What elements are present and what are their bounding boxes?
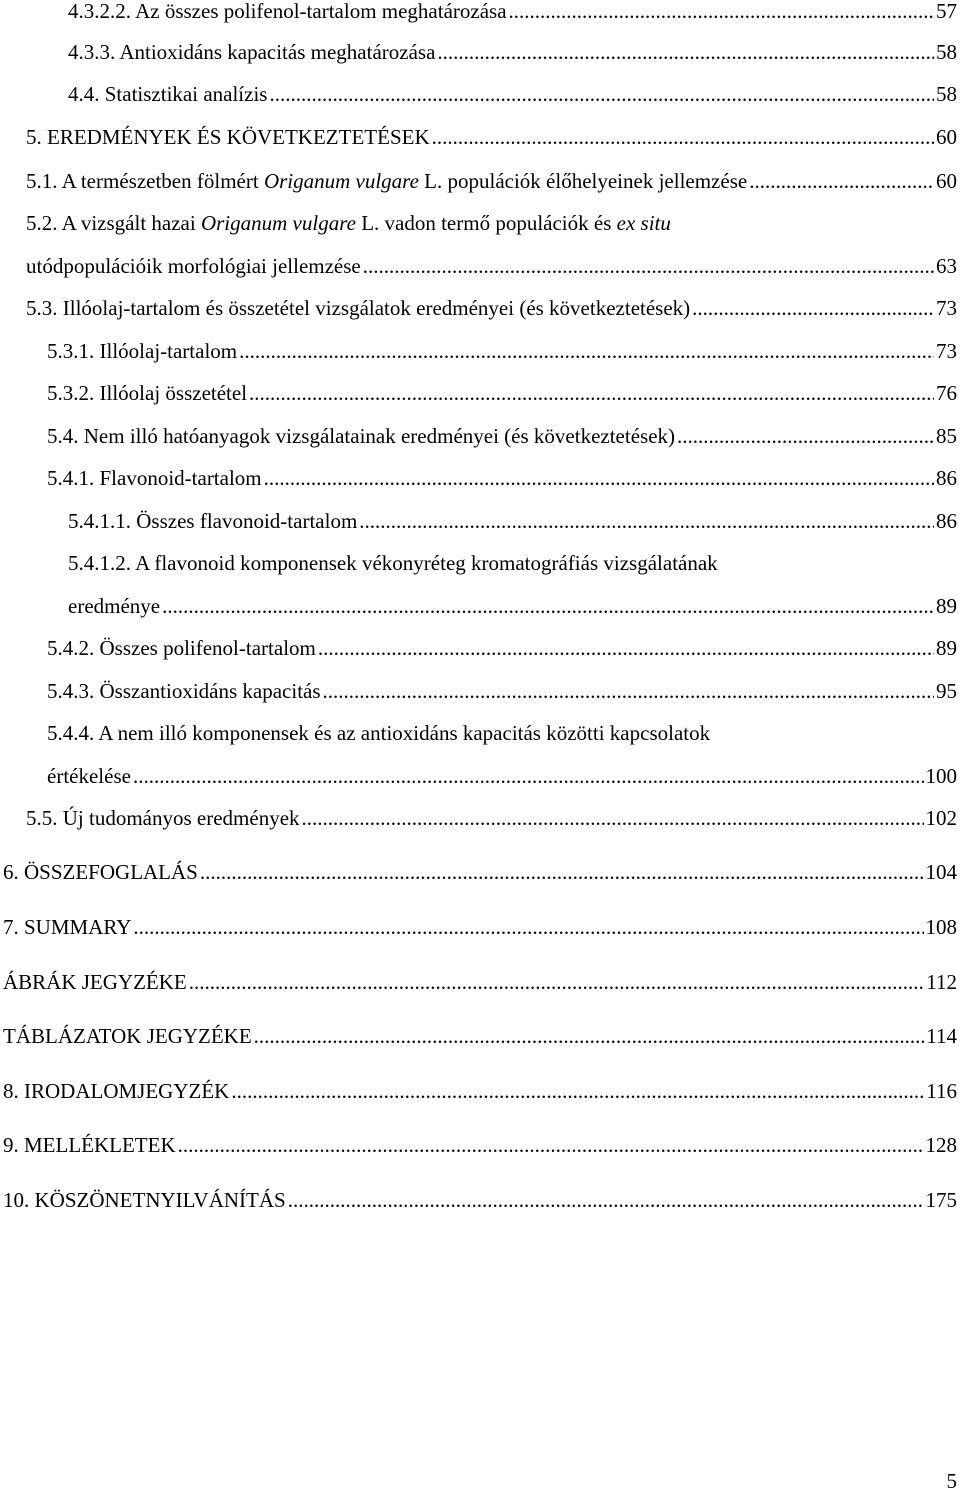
toc-page-number: 116 <box>926 1079 957 1103</box>
toc-page-number: 73 <box>936 296 957 320</box>
toc-page-number: 175 <box>925 1188 957 1212</box>
toc-entry-text: 8. IRODALOMJEGYZÉK <box>3 1079 230 1103</box>
toc-entry[interactable] <box>68 591 957 621</box>
toc-page-number: 108 <box>925 915 957 939</box>
toc-entry-text: 5.3.1. Illóolaj-tartalom <box>47 339 238 363</box>
toc-entry[interactable] <box>3 1076 957 1106</box>
toc-page-number: 57 <box>936 0 957 23</box>
toc-entry-text: értékelése <box>47 764 131 788</box>
toc-entry-text: 5. EREDMÉNYEK ÉS KÖVETKEZTETÉSEK <box>26 125 430 149</box>
toc-entry-text: 4.4. Statisztikai analízis <box>68 82 268 106</box>
toc-entry-text: TÁBLÁZATOK JEGYZÉKE <box>3 1024 252 1048</box>
dot-leader <box>288 1185 924 1215</box>
toc-entry-text: 10. KÖSZÖNETNYILVÁNÍTÁS <box>3 1188 286 1212</box>
toc-entry[interactable] <box>47 463 957 493</box>
dot-leader <box>749 166 934 196</box>
toc-entry[interactable] <box>26 293 957 323</box>
toc-entry[interactable] <box>68 506 957 536</box>
dot-leader <box>269 79 934 109</box>
toc-entry-text: 5.5. Új tudományos eredmények <box>26 806 300 830</box>
toc-entry[interactable] <box>3 912 957 942</box>
toc-entry[interactable] <box>3 1021 957 1051</box>
toc-page-number: 86 <box>936 466 957 490</box>
dot-leader <box>200 857 924 887</box>
dot-leader <box>239 336 934 366</box>
toc-entry-text: 5.1. A természetben fölmért Origanum vulgare L. populációk élőhelyeinek jellemzése <box>26 169 748 193</box>
dot-leader <box>432 122 934 152</box>
toc-entry[interactable] <box>26 803 957 833</box>
dot-leader <box>302 803 924 833</box>
dot-leader <box>318 633 934 663</box>
toc-entry-first-line[interactable]: 5.2. A vizsgált hazai Origanum vulgare L. vadon termő populációk és ex situ <box>26 211 671 235</box>
toc-entry[interactable] <box>47 421 957 451</box>
toc-entry[interactable] <box>47 761 957 791</box>
toc-page-number: 114 <box>926 1024 957 1048</box>
dot-leader <box>692 293 934 323</box>
toc-page-number: 63 <box>936 254 957 278</box>
dot-leader <box>178 1130 924 1160</box>
toc-entry-text: 7. SUMMARY <box>3 915 132 939</box>
toc-entry-text: eredménye <box>68 594 161 618</box>
toc-page-number: 60 <box>936 169 957 193</box>
toc-entry-text: 5.3. Illóolaj-tartalom és összetétel vizsgálatok eredményei (és következtetések) <box>26 296 691 320</box>
toc-page-number: 102 <box>925 806 957 830</box>
toc-entry[interactable] <box>68 0 957 26</box>
toc-entry-text: 5.4.1. Flavonoid-tartalom <box>47 466 262 490</box>
dot-leader <box>231 1076 924 1106</box>
toc-entry-text: 4.3.2.2. Az összes polifenol-tartalom meghatározása <box>68 0 507 23</box>
toc-entry-text: 4.3.3. Antioxidáns kapacitás meghatározása <box>68 40 436 64</box>
toc-page-number: 128 <box>925 1133 957 1157</box>
toc-entry[interactable] <box>47 378 957 408</box>
toc-page-number: 58 <box>936 40 957 64</box>
toc-entry[interactable] <box>47 633 957 663</box>
toc-entry-text: 5.4.2. Összes polifenol-tartalom <box>47 636 316 660</box>
dot-leader <box>133 761 924 791</box>
toc-page-number: 95 <box>936 679 957 703</box>
toc-entry-text: 6. ÖSSZEFOGLALÁS <box>3 860 198 884</box>
dot-leader <box>249 378 934 408</box>
toc-entry[interactable] <box>68 79 957 109</box>
toc-entry-text: utódpopulációik morfológiai jellemzése <box>26 254 361 278</box>
toc-page-number: 86 <box>936 509 957 533</box>
toc-page-number: 60 <box>936 125 957 149</box>
dot-leader <box>133 912 923 942</box>
toc-page-number: 73 <box>936 339 957 363</box>
toc-page-number: 89 <box>936 594 957 618</box>
toc-entry-text: 5.4. Nem illó hatóanyagok vizsgálatainak eredményei (és következtetések) <box>47 424 676 448</box>
dot-leader <box>437 37 934 67</box>
dot-leader <box>162 591 934 621</box>
toc-entry-text: 5.4.3. Összantioxidáns kapacitás <box>47 679 321 703</box>
toc-entry[interactable] <box>3 1130 957 1160</box>
page-number: 5 <box>946 1469 957 1493</box>
dot-leader <box>254 1021 925 1051</box>
dot-leader <box>189 967 925 997</box>
toc-entry-first-line[interactable]: 5.4.4. A nem illó komponensek és az antioxidáns kapacitás közötti kapcsolatok <box>47 721 711 745</box>
toc-entry[interactable] <box>26 251 957 281</box>
dot-leader <box>264 463 934 493</box>
toc-page-number: 104 <box>925 860 957 884</box>
toc-entry[interactable] <box>3 1185 957 1215</box>
toc-page-number: 89 <box>936 636 957 660</box>
toc-page-number: 100 <box>925 764 957 788</box>
toc-entry[interactable] <box>47 336 957 366</box>
toc-entry-first-line[interactable]: 5.4.1.2. A flavonoid komponensek vékonyréteg kromatográfiás vizsgálatának <box>68 551 718 575</box>
toc-entry[interactable] <box>26 166 957 196</box>
toc-page-number: 58 <box>936 82 957 106</box>
dot-leader <box>363 251 934 281</box>
toc-entry-text: ÁBRÁK JEGYZÉKE <box>3 970 187 994</box>
toc-entry[interactable] <box>3 967 957 997</box>
toc-entry-text: 9. MELLÉKLETEK <box>3 1133 176 1157</box>
toc-entry[interactable] <box>68 37 957 67</box>
toc-entry[interactable] <box>47 676 957 706</box>
toc-entry[interactable] <box>26 122 957 152</box>
toc-entry-text: 5.4.1.1. Összes flavonoid-tartalom <box>68 509 358 533</box>
dot-leader <box>677 421 934 451</box>
toc-page-number: 76 <box>936 381 957 405</box>
dot-leader <box>509 0 934 26</box>
dot-leader <box>359 506 934 536</box>
toc-entry[interactable] <box>3 857 957 887</box>
toc-page-number: 85 <box>936 424 957 448</box>
toc-page-number: 112 <box>926 970 957 994</box>
dot-leader <box>323 676 934 706</box>
toc-entry-text: 5.3.2. Illóolaj összetétel <box>47 381 248 405</box>
